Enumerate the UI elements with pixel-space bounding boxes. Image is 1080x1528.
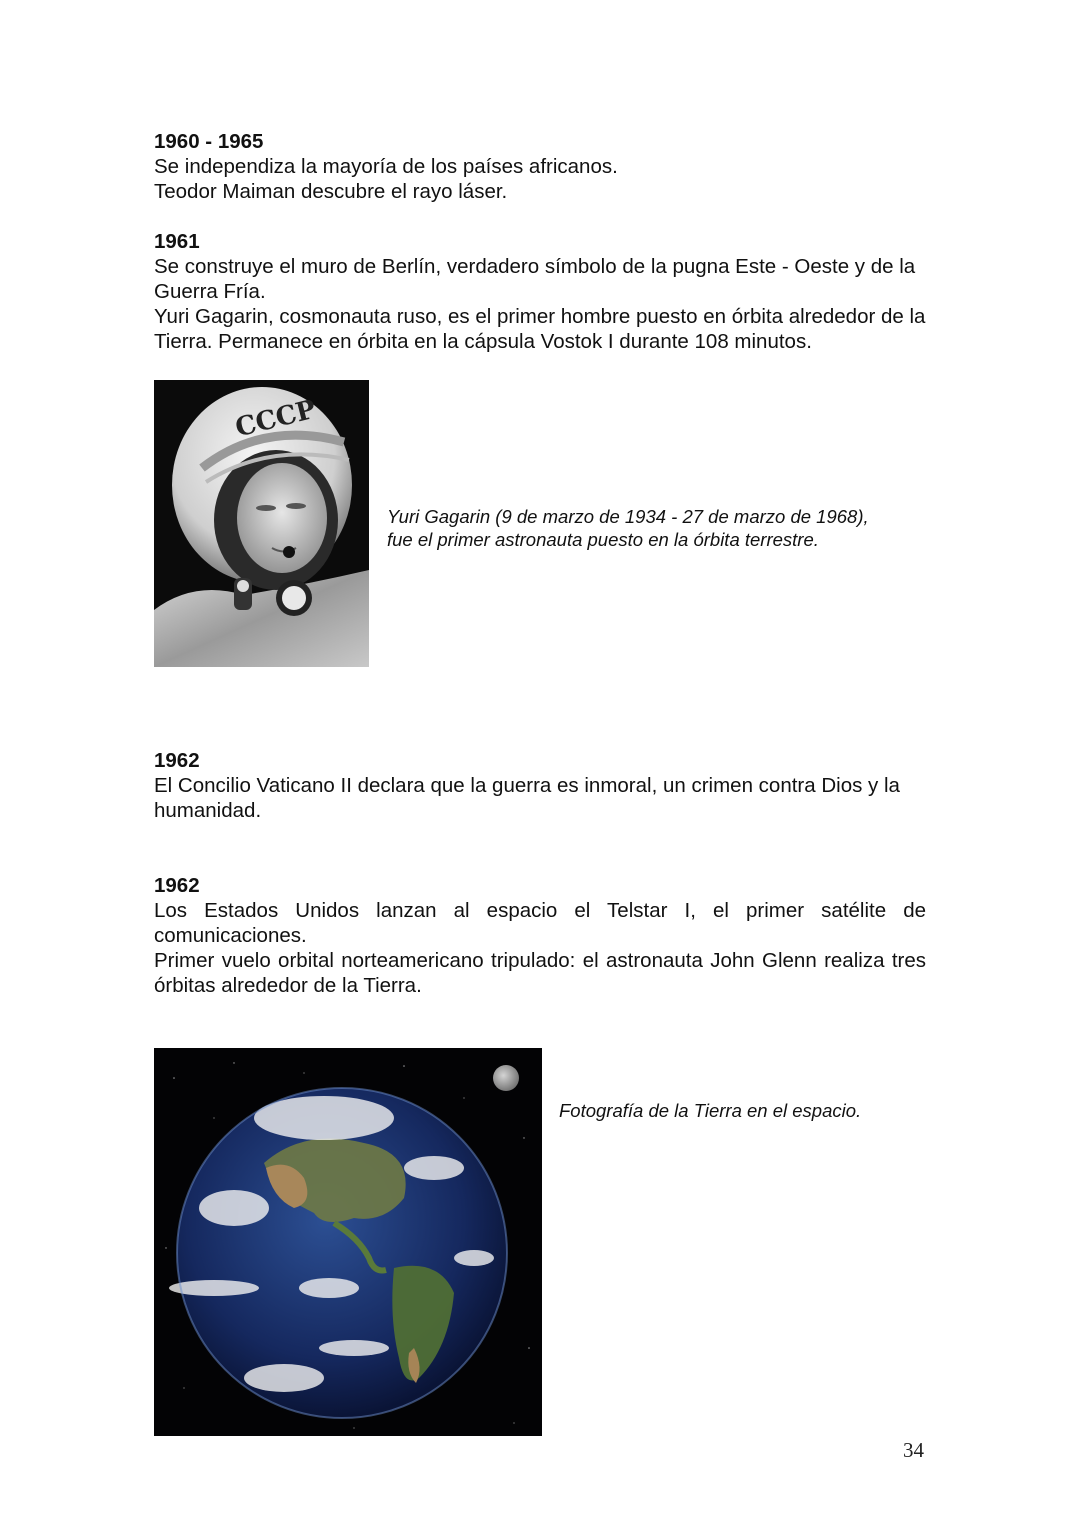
earth-caption: Fotografía de la Tierra en el espacio. [559,1100,862,1121]
section-text: Teodor Maiman descubre el rayo láser. [154,180,508,203]
section-1961 [154,229,926,354]
gagarin-caption [387,505,932,551]
earth-globe-icon [154,1048,542,1436]
section-text: Se construye el muro de Berlín, verdadero símbolo de la pugna Este - Oeste y de la Guerra Fría. [154,255,916,303]
section-year: 1960 - 1965 [154,130,264,153]
section-1962-telstar [154,873,926,998]
caption-line: fue el primer astronauta puesto en la órbita terrestre. [387,529,819,550]
astronaut-image-icon [154,380,369,667]
section-text: Se independiza la mayoría de los países africanos. [154,155,618,178]
section-text: Primer vuelo orbital norteamericano tripulado: el astronauta John Glenn realiza tres órbitas alrededor de la Tierra. [154,949,926,997]
section-1962-vaticano [154,748,926,823]
section-year: 1961 [154,230,200,253]
section-text: El Concilio Vaticano II declara que la guerra es inmoral, un crimen contra Dios y la humanidad. [154,774,900,822]
earth-photo [154,1048,542,1436]
svg-text:CCCP: CCCP [232,394,319,444]
caption-line: Yuri Gagarin (9 de marzo de 1934 - 27 de marzo de 1968), [387,506,869,527]
section-year: 1962 [154,874,200,897]
section-1960-1965 [154,129,926,204]
section-text: Yuri Gagarin, cosmonauta ruso, es el primer hombre puesto en órbita alrededor de la Tierra. Permanece en órbita en la cápsula Vostok I durante 108 minutos. [154,305,926,353]
section-year: 1962 [154,749,200,772]
page-number: 34 [903,1438,924,1462]
gagarin-photo [154,380,369,667]
section-text: Los Estados Unidos lanzan al espacio el Telstar I, el primer satélite de comunicaciones. [154,899,926,947]
